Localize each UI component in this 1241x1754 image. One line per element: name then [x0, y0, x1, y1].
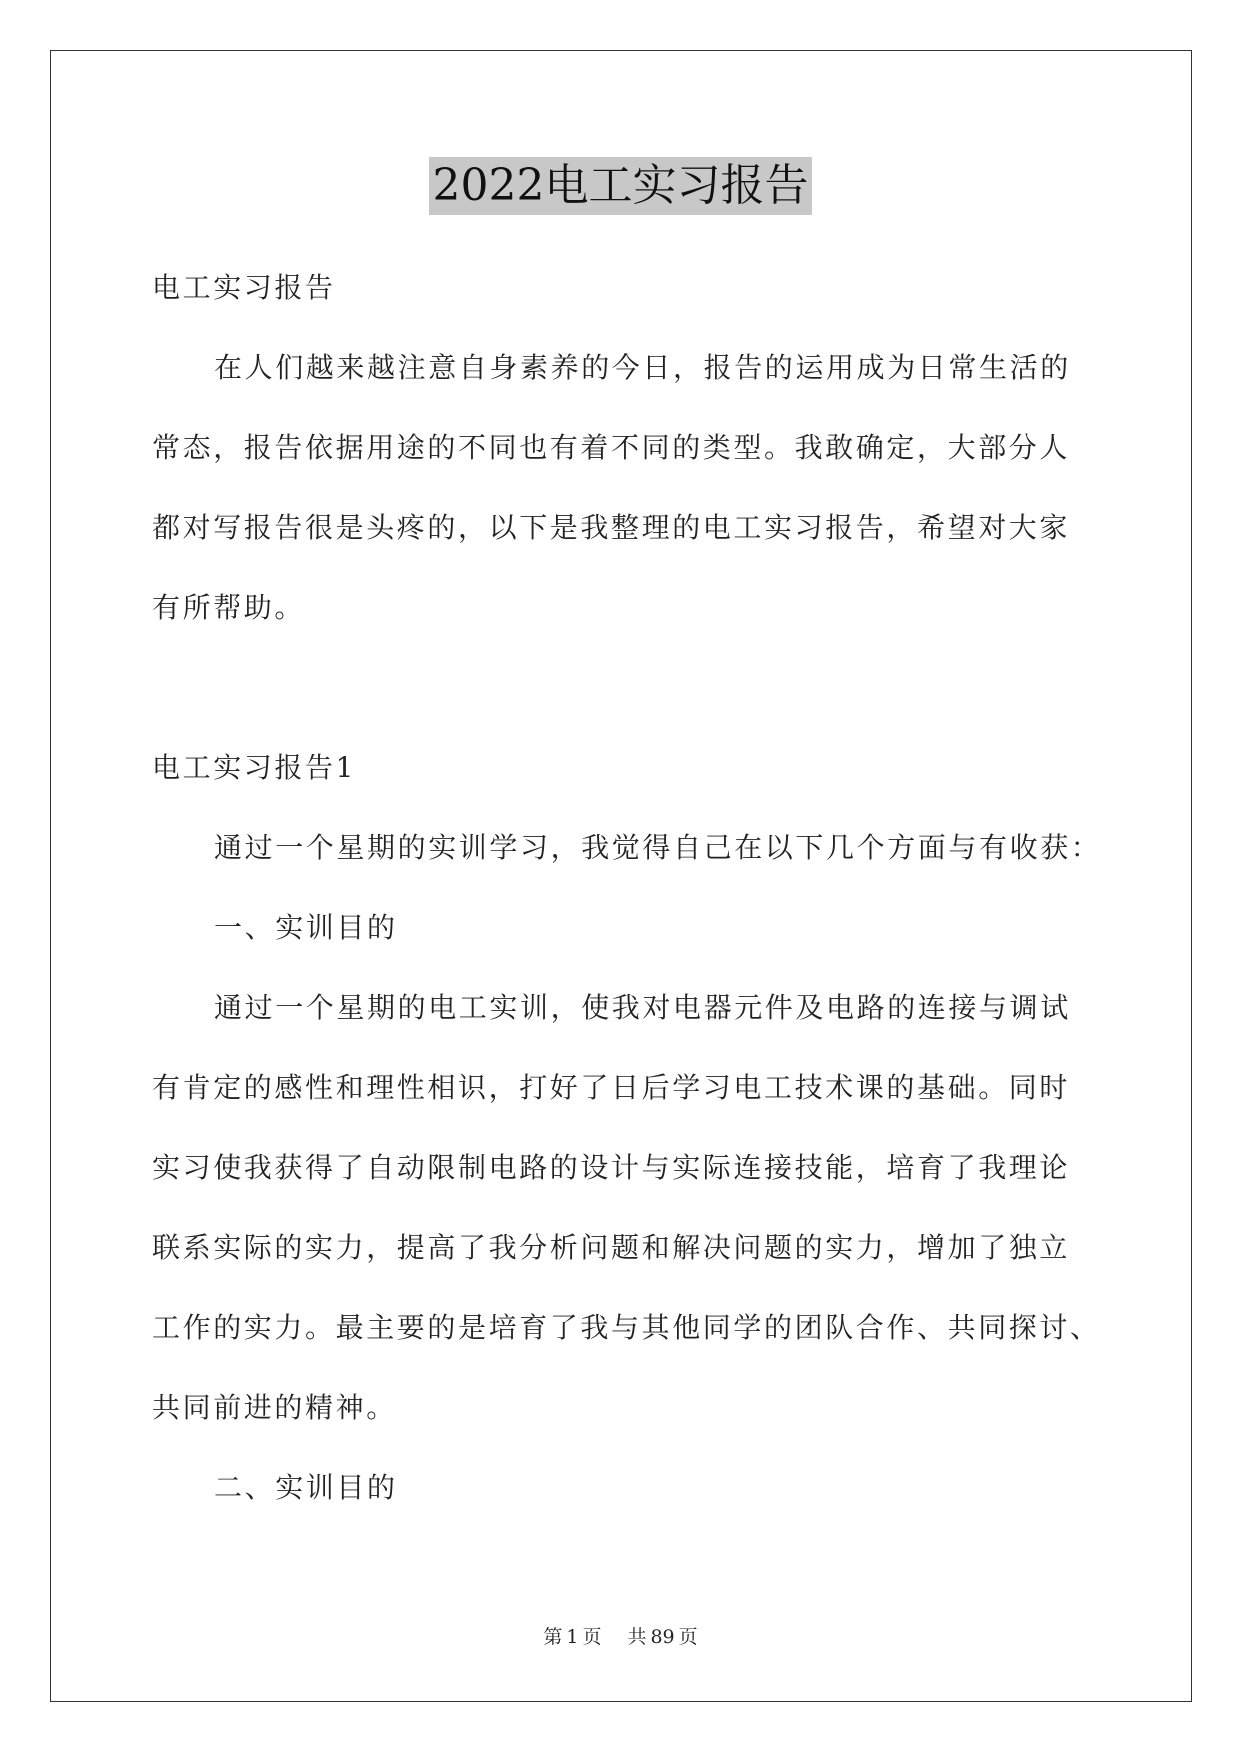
paragraph-line: 工作的实力。最主要的是培育了我与其他同学的团队合作、共同探讨、 — [152, 1311, 1101, 1344]
title-area — [0, 157, 1241, 215]
intro-line: 有所帮助。 — [152, 591, 306, 624]
intro-line: 在人们越来越注意自身素养的今日，报告的运用成为日常生活的 — [214, 351, 1071, 384]
footer-total-prefix: 共 — [627, 1626, 647, 1648]
paragraph-gains: 通过一个星期的实训学习，我觉得自己在以下几个方面与有收获： — [214, 831, 1102, 864]
footer-page-number: 1 — [566, 1626, 579, 1648]
subtitle-report-1: 电工实习报告1 — [152, 751, 357, 784]
footer-total-pages: 89 — [650, 1626, 675, 1648]
document-title: 2022电工实习报告 — [429, 157, 813, 215]
paragraph-line: 有肯定的感性和理性相识，打好了日后学习电工技术课的基础。同时 — [152, 1071, 1071, 1104]
paragraph-line: 通过一个星期的电工实训，使我对电器元件及电路的连接与调试 — [214, 991, 1071, 1024]
paragraph-line: 实习使我获得了自动限制电路的设计与实际连接技能，培育了我理论 — [152, 1151, 1071, 1184]
paragraph-line: 联系实际的实力，提高了我分析问题和解决问题的实力，增加了独立 — [152, 1231, 1071, 1264]
heading-training-goal-2: 二、实训目的 — [214, 1471, 398, 1504]
paragraph-line: 共同前进的精神。 — [152, 1391, 397, 1424]
footer-page-suffix: 页 — [582, 1626, 602, 1648]
intro-paragraph — [152, 328, 1097, 648]
footer-total-suffix: 页 — [678, 1626, 698, 1648]
footer-page-prefix: 第 — [543, 1626, 563, 1648]
intro-line: 常态，报告依据用途的不同也有着不同的类型。我敢确定，大部分人 — [152, 431, 1071, 464]
page-footer — [0, 1622, 1241, 1649]
heading-training-goal-1: 一、实训目的 — [214, 911, 398, 944]
intro-line: 都对写报告很是头疼的，以下是我整理的电工实习报告，希望对大家 — [152, 511, 1071, 544]
subtitle-report: 电工实习报告 — [152, 271, 336, 304]
training-paragraph — [152, 968, 1101, 1448]
